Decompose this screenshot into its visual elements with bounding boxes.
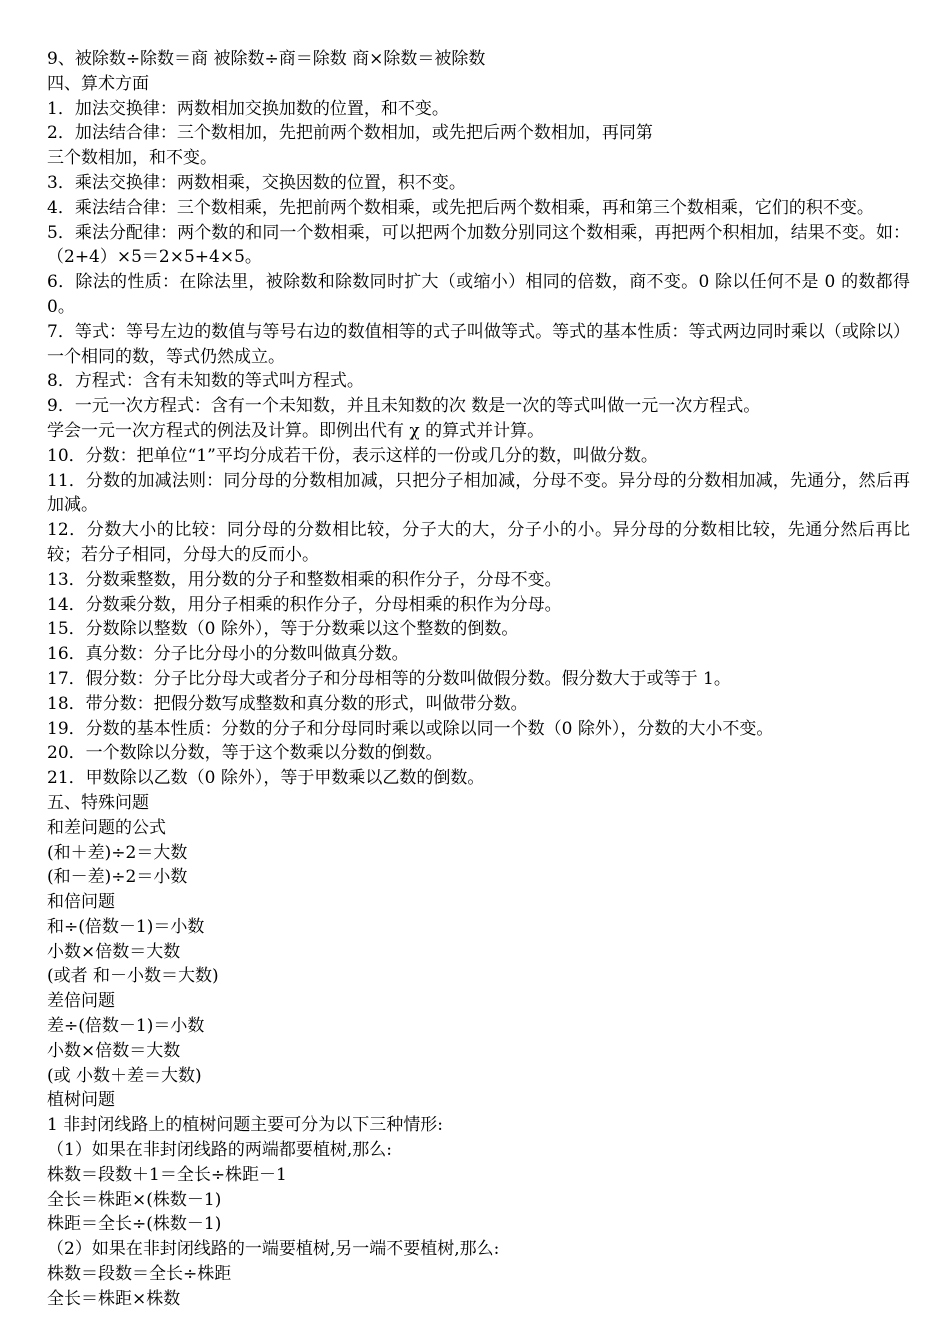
- text-line: 17．假分数：分子比分母大或者分子和分母相等的分数叫做假分数。假分数大于或等于 1。: [47, 668, 731, 689]
- formula-line: (或者 和－小数＝大数): [47, 966, 219, 987]
- text-paragraph: 6．除法的性质：在除法里，被除数和除数同时扩大（或缩小）相同的倍数，商不变。0 除以任何不是 0 的数都得 0。: [47, 272, 910, 317]
- text-line: 8．方程式：含有未知数的等式叫方程式。: [47, 371, 364, 392]
- text-line: 2．加法结合律：三个数相加，先把前两个数相加，或先把后两个数相加，再同第: [47, 123, 653, 144]
- text-line: 1 非封闭线路上的植树问题主要可分为以下三种情形:: [47, 1115, 443, 1136]
- text-paragraph: 4．乘法结合律：三个数相乘，先把前两个数相乘，或先把后两个数相乘，再和第三个数相乘，它们的积不变。: [47, 197, 874, 218]
- text-line: 20．一个数除以分数，等于这个数乘以分数的倒数。: [47, 743, 443, 764]
- text-line: 21．甲数除以乙数（0 除外），等于甲数乘以乙数的倒数。: [47, 768, 485, 789]
- text-line: 三个数相加，和不变。: [47, 148, 217, 169]
- subheading: 差倍问题: [47, 991, 115, 1012]
- formula-line: 全长＝株距×株数: [47, 1288, 181, 1309]
- text-line: 14．分数乘分数，用分子相乘的积作分子，分母相乘的积作为分母。: [47, 594, 562, 615]
- text-line: 9、被除数÷除数＝商 被除数÷商＝除数 商×除数＝被除数: [47, 49, 486, 69]
- formula-line: (或 小数＋差＝大数): [47, 1065, 202, 1086]
- text-paragraph: 7．等式：等号左边的数值与等号右边的数值相等的式子叫做等式。等式的基本性质：等式两边同时乘以（或除以）一个相同的数，等式仍然成立。: [47, 321, 910, 367]
- text-paragraph: 11．分数的加减法则：同分母的分数相加减，只把分子相加减，分母不变。异分母的分数相加减，先通分，然后再加减。: [47, 470, 910, 516]
- formula-line: 小数×倍数＝大数: [47, 941, 181, 962]
- formula-line: 差÷(倍数－1)＝小数: [47, 1016, 205, 1037]
- text-line: 15．分数除以整数（0 除外），等于分数乘以这个整数的倒数。: [47, 619, 519, 640]
- text-line: 18．带分数：把假分数写成整数和真分数的形式，叫做带分数。: [47, 693, 528, 714]
- formula-line: 和÷(倍数－1)＝小数: [47, 916, 205, 937]
- formula-line: 小数×倍数＝大数: [47, 1040, 181, 1061]
- text-paragraph: 12．分数大小的比较：同分母的分数相比较，分子大的大，分子小的小。异分母的分数相比较，先通分然后再比较；若分子相同，分母大的反而小。: [47, 520, 910, 565]
- text-line: 3．乘法交换律：两数相乘，交换因数的位置，积不变。: [47, 172, 466, 193]
- formula-line: (和＋差)÷2＝大数: [47, 842, 188, 863]
- section-heading: 五、特殊问题: [47, 792, 149, 813]
- text-line: 9．一元一次方程式：含有一个未知数，并且未知数的次 数是一次的等式叫做一元一次方程式。: [47, 396, 761, 417]
- text-line: 19．分数的基本性质：分数的分子和分母同时乘以或除以同一个数（0 除外），分数的大小不变。: [47, 718, 774, 739]
- text-line: 16．真分数：分子比分母小的分数叫做真分数。: [47, 644, 409, 665]
- formula-line: 株数＝段数＋1＝全长÷株距－1: [47, 1164, 287, 1185]
- subheading: 植树问题: [47, 1090, 115, 1111]
- text-line: 1．加法交换律：两数相加交换加数的位置，和不变。: [47, 98, 449, 119]
- text-line: 10．分数：把单位“1”平均分成若干份，表示这样的一份或几分的数，叫做分数。: [47, 445, 658, 466]
- text-line: （2）如果在非封闭线路的一端要植树,另一端不要植树,那么:: [47, 1239, 500, 1260]
- text-line: （1）如果在非封闭线路的两端都要植树,那么:: [47, 1140, 392, 1161]
- text-paragraph: 5．乘法分配律：两个数的和同一个数相乘，可以把两个加数分别同这个数相乘，再把两个积相加，结果不变。如：（2+4）×5＝2×5+4×5。: [47, 222, 910, 268]
- formula-line: 全长＝株距×(株数－1): [47, 1189, 222, 1210]
- text-line: 13．分数乘整数，用分数的分子和整数相乘的积作分子，分母不变。: [47, 569, 562, 590]
- section-heading: 四、算术方面: [47, 73, 149, 94]
- formula-line: 株数＝段数＝全长÷株距: [47, 1264, 232, 1285]
- formula-line: 株距＝全长÷(株数－1): [47, 1214, 222, 1235]
- subheading: 和差问题的公式: [47, 817, 166, 838]
- formula-line: (和－差)÷2＝小数: [47, 867, 188, 888]
- subheading: 和倍问题: [47, 892, 115, 913]
- text-line: 学会一元一次方程式的例法及计算。即例出代有 χ 的算式并计算。: [47, 420, 545, 441]
